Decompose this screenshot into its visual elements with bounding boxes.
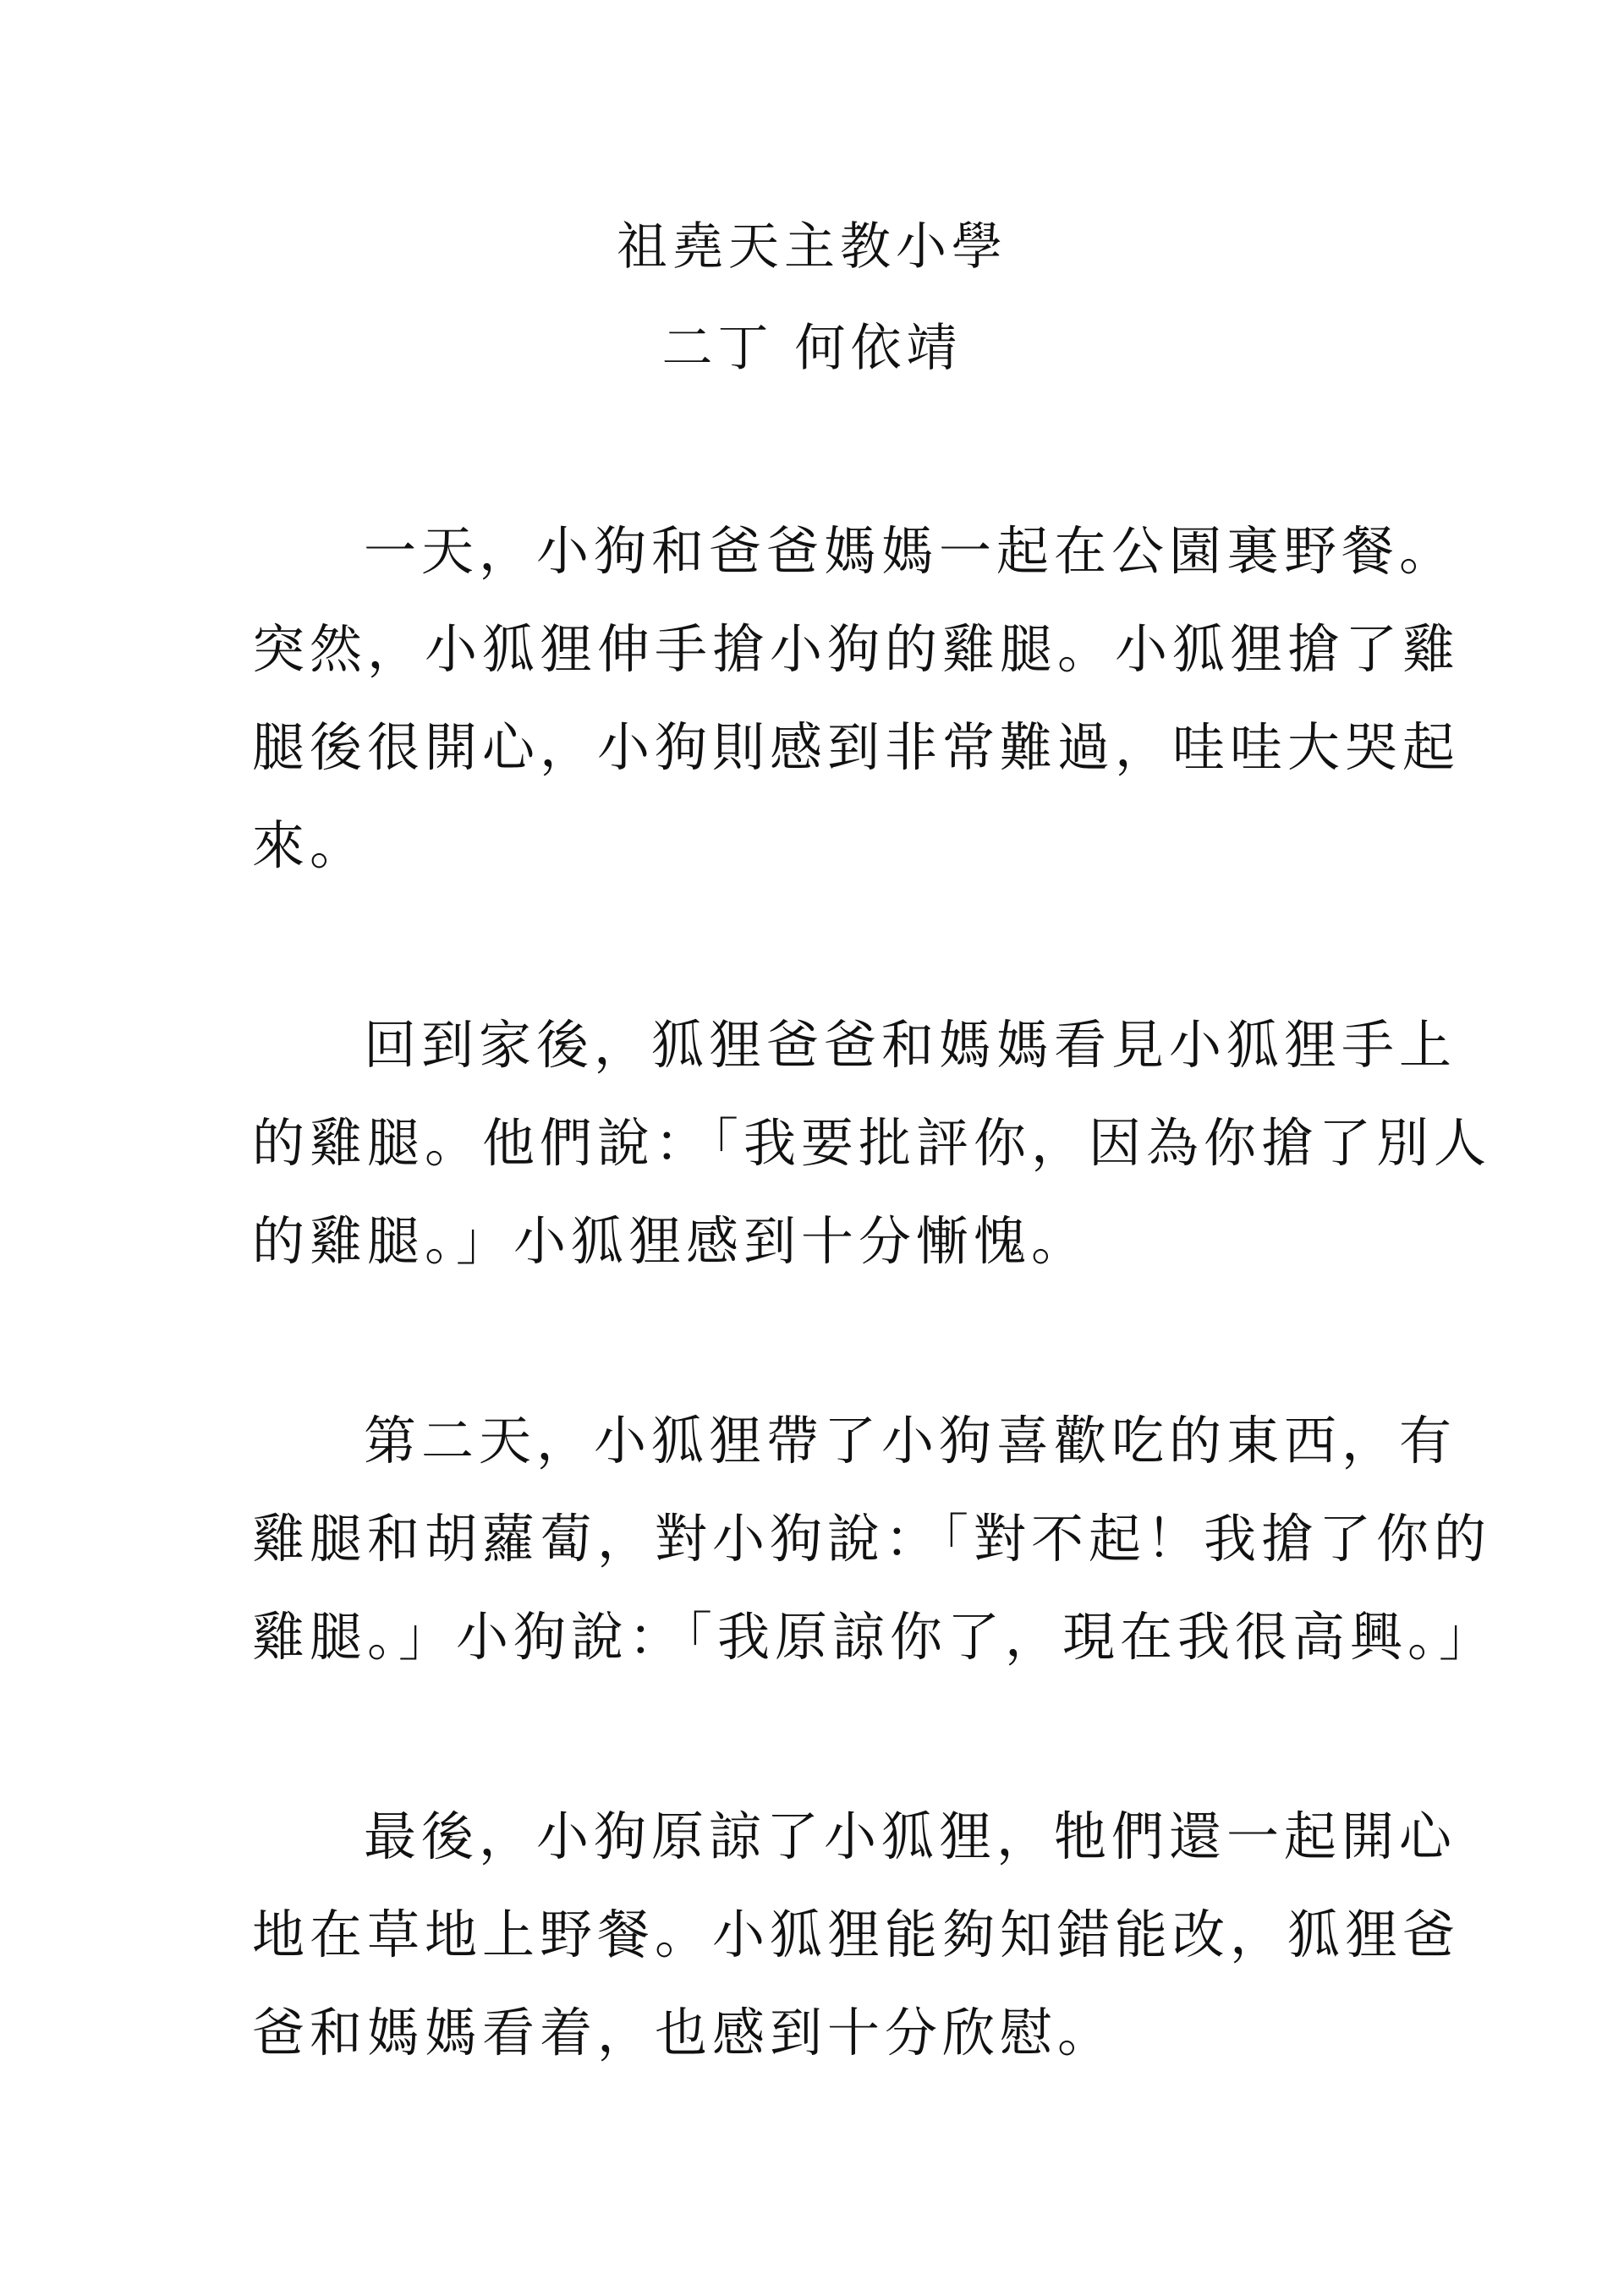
paragraph-line: 雞腿。」小狗說：「我原諒你了，現在我很高興。」 <box>252 1606 1497 1668</box>
school-name: 祖堯天主教小學 <box>617 217 1007 277</box>
paragraph-line: 回到家後，狐狸爸爸和媽媽看見小狐狸手上 <box>364 1014 1457 1076</box>
paragraph-line: 雞腿和胡蘿蔔，對小狗說：「對不起！我搶了你的 <box>252 1508 1492 1570</box>
paragraph-line: 的雞腿。」小狐狸感到十分慚愧。 <box>252 1210 1089 1272</box>
paragraph-line: 爸和媽媽看着，也感到十分欣慰。 <box>252 2002 1116 2063</box>
paragraph-line: 第二天，小狐狸帶了小狗喜歡吃的東西，有 <box>364 1410 1457 1471</box>
paragraph-line: 一天，小狗和爸爸媽媽一起在公園裏野餐。 <box>364 520 1457 582</box>
student-name: 二丁 何依靖 <box>661 319 963 378</box>
paragraph-line: 的雞腿。他們說：「我要批評你，因為你搶了別人 <box>252 1112 1492 1174</box>
paragraph-line: 來。 <box>252 814 368 876</box>
paragraph-line: 突然，小狐狸伸手搶小狗的雞腿。小狐狸搶了雞 <box>252 618 1461 680</box>
paragraph-line: 腿後很開心，小狗則感到非常難過，哇哇大哭起 <box>252 716 1461 778</box>
paragraph-line: 最後，小狗原諒了小狐狸，牠們還一起開心 <box>364 1806 1457 1867</box>
paragraph-line: 地在草地上野餐。小狐狸能夠知錯能改，狐狸爸 <box>252 1904 1461 1965</box>
